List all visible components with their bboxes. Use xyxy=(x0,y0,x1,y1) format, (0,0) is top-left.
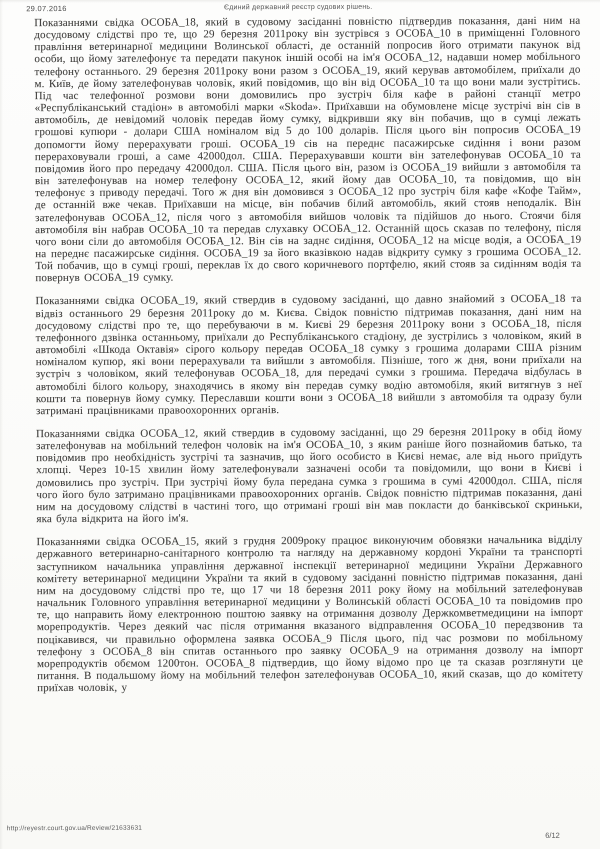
print-date: 29.07.2016 xyxy=(26,4,67,14)
document-paragraph: Показаннями свідка ОСОБА_15, який з грудня 2009року працює виконуючим обовязки начальника відділу державного ветеринарно-санітарного контролю та нагляду на державному кордоні України та транспорті заступником начальника управління державної інспекції ветеринарної медицини України Державного комітету ветеринарної медицини України та який в судовому засіданні повністю підтримав показання, дані ним на досудовому слідстві про те, що 17 чи 18 березня 2011 року йому на мобільний зателефонував начальник Головного управління ветеринарної медицини у Волинській області ОСОБА_10 та повідомив про те, що направить йому електронною поштою заявку на отримання дозволу Держкомветмедицини на імпорт морепродуктів. Через деякий час після отримання вказаного відправлення ОСОБА_10 передзвонив та поцікавився, чи правильно оформлена заявка ОСОБА_9 Після цього, під час розмови по мобільному телефону з ОСОБА_8 він спитав останнього про заявку ОСОБА_9 на отримання дозволу на імпорт морепродуктів обємом 1200тон. ОСОБА_8 підтвердив, що йому відомо про це та сказав розглянути це питання. В подальшому йому на мобільний телефон зателефонував ОСОБА_10, який сказав, що до комітету приїхав чоловік, у xyxy=(36,534,584,695)
document-body xyxy=(34,15,583,706)
page-number: 6/12 xyxy=(545,830,560,840)
document-paragraph: Показаннями свідка ОСОБА_12, який ствердив в судовому засіданні, що 29 березня 2011року в обід йому зателефонував на мобільний телефон чоловік на ім'я ОСОБА_10, з яким раніше його познайомив батько, та повідомив про необхідність зустрічі та зазначив, що його особисто в Києві немає, але від нього приїдуть хлопці. Через 10-15 хвилин йому зателефонували зазначені особи та повідомили, що вони в Києві і домовились про зустріч. При зустрічі йому була передана сумка з грошима в сумі 42000дол. США, після чого його було затримано працівниками правоохоронних органів. Свідок повністю підтримав показання, дані ним на досудовому слідстві в частині того, що отримані гроші він мав покласти до банківської скриньки, яка була відкрита на його ім'я. xyxy=(36,425,583,526)
document-paragraph: Показаннями свідка ОСОБА_19, який ствердив в судовому засіданні, що давно знайомий з ОСОБА_18 та відвіз останнього 29 березня 2011року до м. Києва. Свідок повністю підтримав показання, дані ним на досудовому слідстві про те, що перебуваючи в м. Києві 29 березня 2011року вони з ОСОБА_18, після телефонного дзвінка останньому, приїхали до Республіканського стадіону, де зустрілись з чоловіком, який в автомобілі «Шкода Октавія» сірого кольору передав ОСОБА_18 сумку з грошима доларами США різним номіналом купюр, які вони перерахували та вийшли з автомобіля. Пізніше, того ж дня, вони приїхали на зустріч з чоловіком, який телефонував ОСОБА_18, для передачі сумки з грошима. Передача відбулась в автомобілі білого кольору, знаходячись в якому він передав сумку водію автомобіля, який витягнув з неї кошти та повернув йому сумку. Переславши кошти вони з ОСОБА_18 вийшли з автомобіля та одразу були затримані працівниками правоохоронних органів. xyxy=(35,293,582,417)
registry-title: Єдиний державний реєстр судових рішень. xyxy=(223,3,373,12)
document-paragraph: Показаннями свідка ОСОБА_18, який в судовому засіданні повністю підтвердив показання, дані ним на досудовому слідстві про те, що 29 березня 2011року він зустрівся з ОСОБА_10 в приміщенні Головного правління ветеринарної медицини Волинської області, де останній попросив його отримати пакунок від особи, що йому зателефонує та передати пакунок іншій особі на ім'я ОСОБА_12, надавши номер мобільного телефону останнього. 29 березня 2011року вони разом з ОСОБА_19, який керував автомобілем, приїхали до м. Київ, де йому зателефонував чоловік, який повідомив, що він від ОСОБА_10 та що вони мали зустрітись. Під час телефонної розмови вони домовились про зустріч біля кафе в районі станції метро «Республіканський стадіон» в автомобілі марки «Skoda». Приїхавши на обумовлене місце зустрічі він сів в автомобіль, де невідомий чоловік передав йому сумку, відкривши яку він побачив, що в сумці лежать грошові купюри - долари США номіналом від 5 до 100 доларів. Після цього він попросив ОСОБА_19 допомогти йому перерахувати гроші. ОСОБА_19 сів на переднє пасажирське сидіння і вони разом перераховували гроші, а саме 42000дол. США. Перерахувавши кошти він зателефонував ОСОБА_10 та повідомив його про передачу 42000дол. США. Після цього він, разом із ОСОБА_19 вийшли з автомобіля та він зателефонував на номер телефону ОСОБА_12, який йому дав ОСОБА_10, та повідомив, що він телефонує з приводу передачі. Того ж дня він домовився з ОСОБА_12 про зустріч біля кафе «Кофе Тайм», де останній вже чекав. Приїхавши на місце, він побачив білий автомобіль, який стояв неподалік. Він зателефонував ОСОБА_12, після чого з автомобіля вийшов чоловік та підійшов до нього. Стоячи біля автомобіля він набрав ОСОБА_10 та передав слухавку ОСОБА_12. Останній щось сказав по телефону, після чого вони сіли до автомобіля ОСОБА_12. Він сів на заднє сидіння, ОСОБА_12 на місце водія, а ОСОБА_19 на переднє пасажирське сидіння. ОСОБА_19 за його вказівкою надав відкриту сумку з грошима ОСОБА_12. Той побачив, що в сумці гроші, переклав їх до свого коричневого портфелю, який стояв за сидінням водія та повернув ОСОБА_19 сумку. xyxy=(34,14,582,285)
document-footer xyxy=(2,822,600,849)
source-url-text: http://reyestr.court.gov.ua/Review/21633631 xyxy=(6,824,143,833)
